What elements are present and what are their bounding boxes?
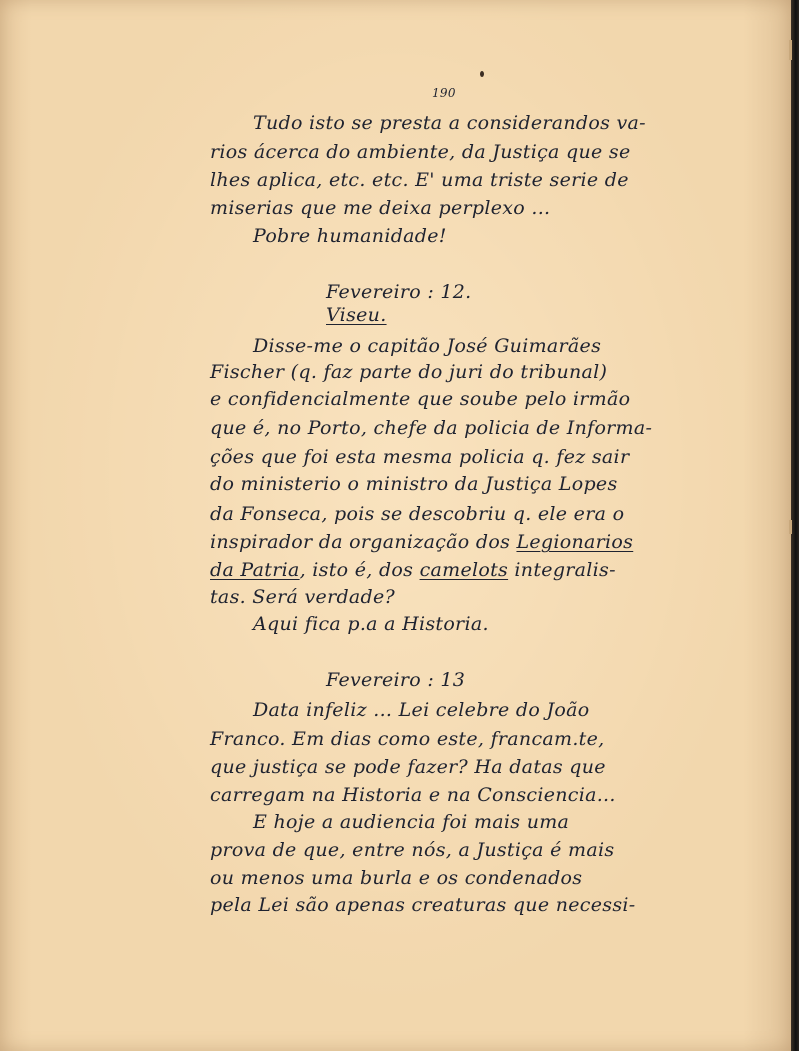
entry-1-line-4: que é, no Porto, chefe da policia de Informa-: [210, 417, 653, 439]
page-edge-tear: [789, 520, 792, 534]
camelots-underlined: camelots: [419, 559, 509, 581]
paragraph-1-line-4: miserias que me deixa perplexo ...: [210, 197, 551, 219]
entry-1-line-9: [210, 558, 616, 582]
entry-1-line-9-text-b: integralis-: [508, 559, 616, 581]
page-number: 190: [432, 86, 456, 100]
entry-2-line-4: carregam na Historia e na Consciencia...: [210, 784, 616, 806]
entry-1-date: Fevereiro : 12.: [326, 281, 472, 303]
entry-1-line-10: tas. Será verdade?: [210, 586, 396, 608]
paragraph-1-line-3: lhes aplica, etc. etc. E' uma triste serie de: [210, 169, 629, 191]
entry-2-date: Fevereiro : 13: [326, 669, 466, 691]
ink-blot: [480, 71, 484, 77]
entry-2-line-8: pela Lei são apenas creaturas que necessi-: [210, 894, 636, 916]
paragraph-1-line-1: Tudo isto se presta a considerandos va-: [253, 112, 646, 134]
entry-2-line-7: ou menos uma burla e os condenados: [210, 867, 583, 889]
entry-1-line-8-text: inspirador da organização dos: [210, 531, 517, 553]
entry-1-line-2: Fischer (q. faz parte do juri do tribunal): [210, 361, 608, 383]
entry-1-line-1: Disse-me o capitão José Guimarães: [253, 335, 602, 357]
entry-1-line-9-text-a: , isto é, dos: [299, 559, 420, 581]
paragraph-1-closing: Pobre humanidade!: [253, 225, 447, 247]
page-edge-tear: [789, 40, 792, 60]
page-edge-shadow: [791, 0, 799, 1051]
entry-1-line-5: ções que foi esta mesma policia q. fez sair: [210, 446, 630, 468]
entry-2-line-6: prova de que, entre nós, a Justiça é mais: [210, 839, 615, 861]
entry-2-line-5: E hoje a audiencia foi mais uma: [253, 811, 570, 833]
legionarios-underlined: Legionarios: [516, 531, 634, 553]
entry-2-line-3: que justiça se pode fazer? Ha datas que: [210, 756, 606, 778]
entry-1-line-8: [210, 530, 633, 554]
entry-2-line-1: Data infeliz ... Lei celebre do João: [253, 699, 590, 721]
entry-1-line-3: e confidencialmente que soube pelo irmão: [210, 388, 631, 410]
entry-1-place: Viseu.: [326, 304, 387, 326]
entry-1-line-7: da Fonseca, pois se descobriu q. ele era o: [210, 503, 625, 525]
paragraph-1-line-2: rios ácerca do ambiente, da Justiça que se: [210, 141, 631, 163]
entry-1-line-11: Aqui fica p.a a Historia.: [253, 613, 489, 635]
patria-underlined: da Patria: [210, 559, 300, 581]
entry-1-line-6: do ministerio o ministro da Justiça Lopes: [210, 473, 618, 495]
entry-2-line-2: Franco. Em dias como este, francam.te,: [210, 728, 605, 750]
